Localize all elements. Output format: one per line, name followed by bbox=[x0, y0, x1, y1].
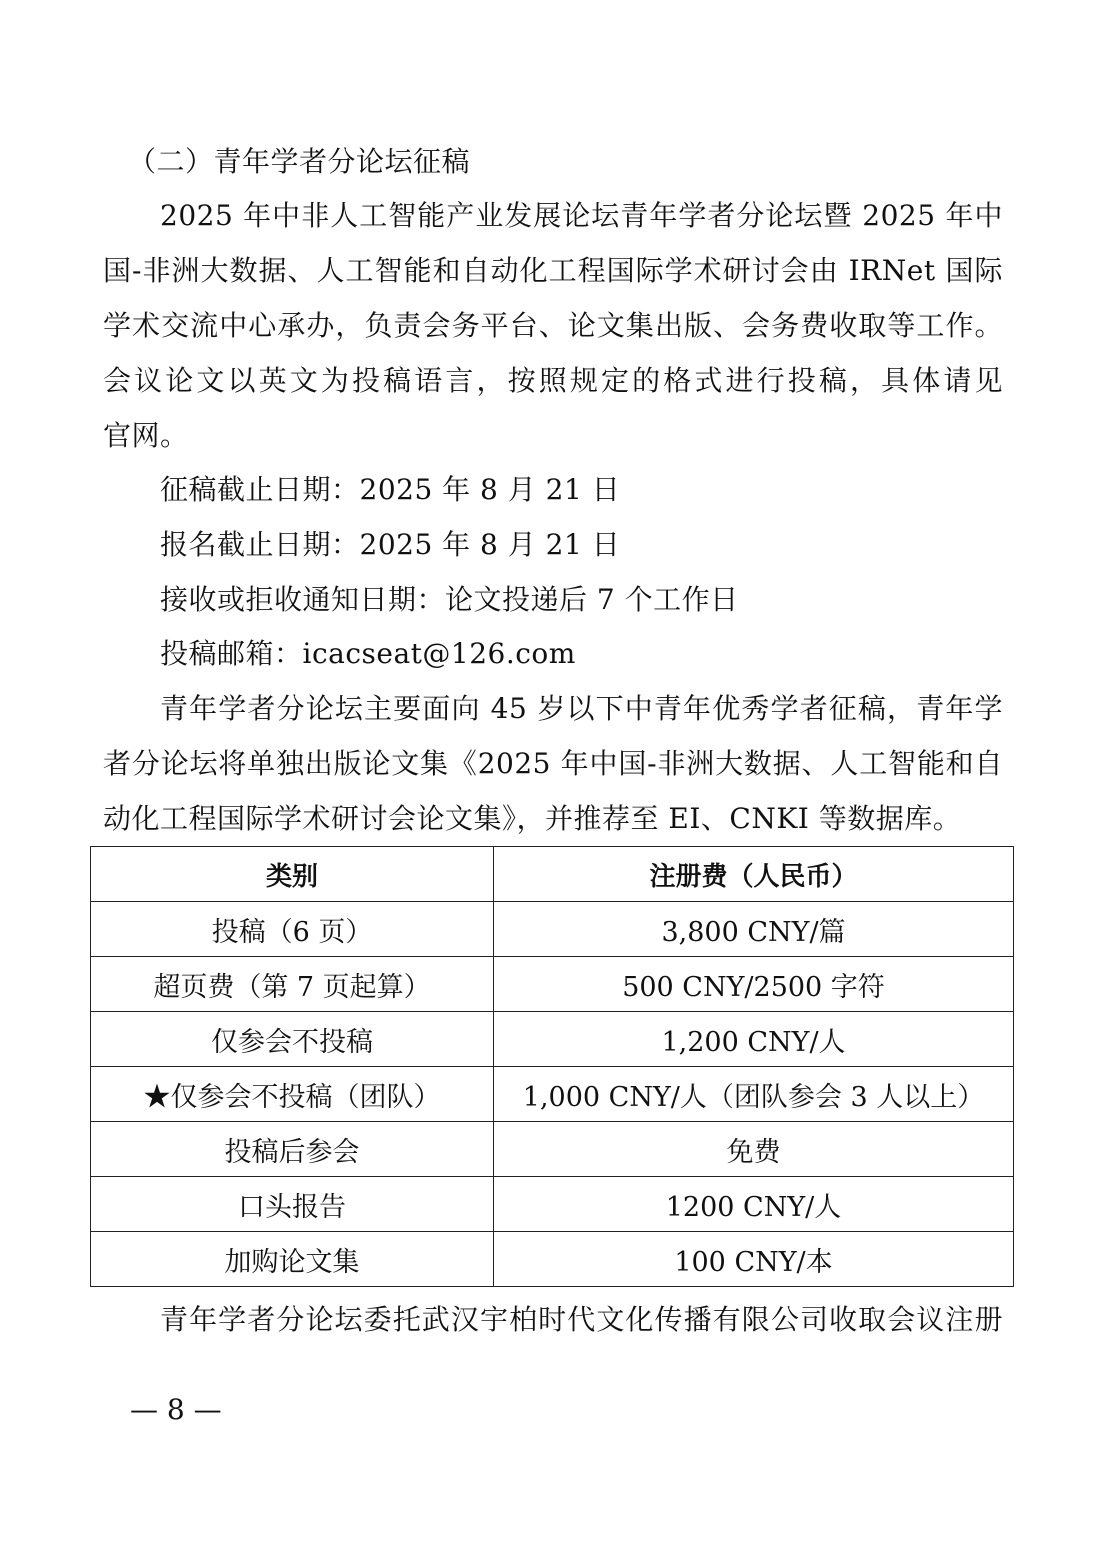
intro-line-4: 会议论文以英文为投稿语言，按照规定的格式进行投稿，具体请见 bbox=[103, 364, 1003, 397]
category-cell: ★仅参会不投稿（团队） bbox=[91, 1067, 494, 1122]
table-header-row bbox=[91, 847, 1014, 902]
fee-cell: 3,800 CNY/篇 bbox=[494, 902, 1014, 957]
table-row bbox=[91, 1012, 1014, 1067]
header-fee: 注册费（人民币） bbox=[494, 847, 1014, 902]
header-category: 类别 bbox=[91, 847, 494, 902]
fee-cell: 免费 bbox=[494, 1122, 1014, 1177]
table-row bbox=[91, 1177, 1014, 1232]
submission-deadline: 征稿截止日期：2025 年 8 月 21 日 bbox=[160, 473, 621, 506]
fee-table bbox=[90, 846, 1014, 1287]
table-row bbox=[91, 902, 1014, 957]
table-row bbox=[91, 1232, 1014, 1287]
scope-line-2: 者分论坛将单独出版论文集《2025 年中国-非洲大数据、人工智能和自 bbox=[103, 747, 1003, 780]
fee-cell: 1,000 CNY/人（团队参会 3 人以上） bbox=[494, 1067, 1014, 1122]
page-number: — 8 — bbox=[130, 1393, 222, 1426]
registration-deadline: 报名截止日期：2025 年 8 月 21 日 bbox=[160, 528, 621, 561]
category-cell: 超页费（第 7 页起算） bbox=[91, 957, 494, 1012]
fee-cell: 1200 CNY/人 bbox=[494, 1177, 1014, 1232]
scope-line-1: 青年学者分论坛主要面向 45 岁以下中青年优秀学者征稿，青年学 bbox=[160, 692, 1003, 725]
fee-cell: 1,200 CNY/人 bbox=[494, 1012, 1014, 1067]
table-row bbox=[91, 1122, 1014, 1177]
category-cell: 加购论文集 bbox=[91, 1232, 494, 1287]
category-cell: 仅参会不投稿 bbox=[91, 1012, 494, 1067]
closing-line: 青年学者分论坛委托武汉宇柏时代文化传播有限公司收取会议注册 bbox=[160, 1303, 1003, 1336]
submission-email: 投稿邮箱：icacseat@126.com bbox=[160, 637, 576, 670]
section-heading: （二）青年学者分论坛征稿 bbox=[128, 145, 471, 178]
fee-cell: 100 CNY/本 bbox=[494, 1232, 1014, 1287]
table-row bbox=[91, 957, 1014, 1012]
category-cell: 口头报告 bbox=[91, 1177, 494, 1232]
scope-line-3: 动化工程国际学术研讨会论文集》，并推荐至 EI、CNKI 等数据库。 bbox=[103, 802, 962, 835]
category-cell: 投稿后参会 bbox=[91, 1122, 494, 1177]
intro-line-3: 学术交流中心承办，负责会务平台、论文集出版、会务费收取等工作。 bbox=[103, 309, 1003, 342]
category-cell: 投稿（6 页） bbox=[91, 902, 494, 957]
intro-line-2: 国-非洲大数据、人工智能和自动化工程国际学术研讨会由 IRNet 国际 bbox=[103, 254, 1003, 287]
fee-cell: 500 CNY/2500 字符 bbox=[494, 957, 1014, 1012]
notification-date: 接收或拒收通知日期：论文投递后 7 个工作日 bbox=[160, 583, 739, 616]
intro-line-5: 官网。 bbox=[103, 419, 189, 452]
table-row bbox=[91, 1067, 1014, 1122]
intro-line-1: 2025 年中非人工智能产业发展论坛青年学者分论坛暨 2025 年中 bbox=[160, 199, 1003, 232]
